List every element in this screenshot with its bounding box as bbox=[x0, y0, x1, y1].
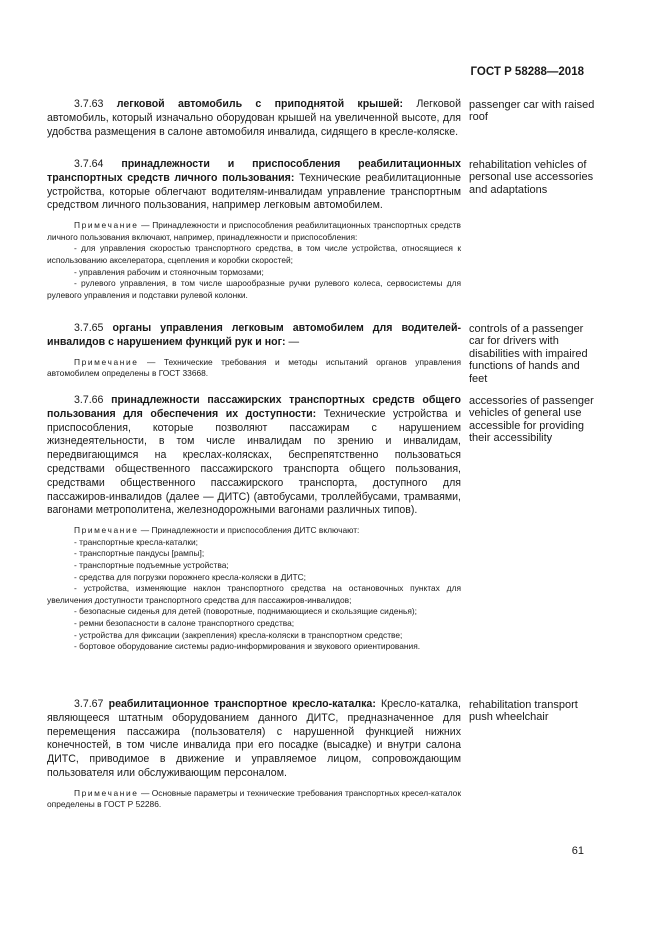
term-en-3-7-67: rehabilitation transport push wheelchair bbox=[469, 699, 578, 724]
term-definition bbox=[47, 98, 461, 139]
note-label: Примечание bbox=[74, 525, 139, 536]
note-item: - устройства, изменяющие наклон транспортного средства на остановочных пунктах для увеличения доступности транспортного средства для пассажиров-инвалидов; bbox=[47, 583, 461, 605]
term-note bbox=[47, 220, 461, 301]
note-item: - средства для погрузки порожнего кресла-коляски в ДИТС; bbox=[74, 571, 306, 582]
note-intro: — Технические требования и методы испытаний органов управления автомобилем определены в ГОСТ 33668. bbox=[47, 356, 461, 379]
term-definition bbox=[47, 322, 461, 350]
term-name: принадлежности и приспособления реабилитационных транспортных средств личного пользования: bbox=[47, 158, 461, 184]
term-entry-3-7-67 bbox=[47, 698, 461, 811]
term-number: 3.7.67 bbox=[74, 698, 104, 710]
note-item: - для управления скоростью транспортного средства, в том числе устройства, относящиеся к использованию акселератора, сцепления и коробки скоростей; bbox=[47, 243, 461, 265]
note-item: - рулевого управления, в том числе шарообразные ручки рулевого колеса, сервосистемы для рулевого управления и подставки рулевой колонки. bbox=[47, 278, 461, 300]
term-number: 3.7.63 bbox=[74, 98, 104, 110]
term-en-3-7-63: passenger car with raised roof bbox=[469, 99, 595, 124]
term-note bbox=[47, 357, 461, 380]
note-item: - транспортные кресла-каталки; bbox=[74, 536, 198, 547]
term-definition bbox=[47, 394, 461, 518]
note-intro: — Принадлежности и приспособления реабилитационных транспортных средств личного пользования включают, например, принадлежности и приспособления: bbox=[47, 220, 461, 242]
term-name: принадлежности пассажирских транспортных средств общего пользования для обеспечения их доступности: bbox=[47, 394, 461, 420]
term-text: Технические реабилитационные устройства, которые облегчают водителям-инвалидам управление транспортным средством личного пользования, например легковым автомобилем. bbox=[47, 171, 462, 212]
term-definition bbox=[47, 158, 461, 213]
term-number: 3.7.65 bbox=[74, 322, 104, 334]
note-item: - транспортные пандусы [рампы]; bbox=[74, 548, 205, 559]
term-en-3-7-66: accessories of passenger vehicles of general use accessible for providing their accessibility bbox=[469, 395, 594, 445]
term-name: реабилитационное транспортное кресло-каталка: bbox=[108, 698, 376, 710]
term-entry-3-7-63 bbox=[47, 98, 461, 139]
note-item: - ремни безопасности в салоне транспортного средства; bbox=[74, 617, 295, 628]
note-intro: — Основные параметры и технические требования транспортных кресел-каталок определены в ГОСТ Р 52286. bbox=[47, 787, 461, 810]
term-text: Технические устройства и приспособления, которые позволяют пассажирам с нарушением жизнедеятельности, в том числе инвалидам по зрению и инвалидам, передвигающимся на креслах-колясках, беспрепятственно пользоваться средствами общественного пассажирского транспорта общего пользования, средствами общественного пассажирского транспорта, доступного для пассажиров-инвалидов (далее — ДИТС) (автобусами, троллейбусами, трамваями, вагонами метрополитена, железнодорожными вагонами различных типов). bbox=[47, 407, 462, 517]
term-entry-3-7-64 bbox=[47, 158, 461, 301]
note-intro: — Принадлежности и приспособления ДИТС включают: bbox=[138, 525, 360, 536]
term-text: Легковой автомобиль, который изначально оборудован крышей на увеличенной высоте, для удобства размещения в салоне автомобиля инвалида, сидящего в кресле-коляске. bbox=[47, 98, 461, 138]
page-number: 61 bbox=[571, 845, 584, 857]
note-label: Примечание bbox=[74, 787, 139, 798]
note-item: - безопасные сиденья для детей (поворотные, поднимающиеся и скользящие сиденья); bbox=[74, 606, 418, 617]
term-definition bbox=[47, 698, 461, 781]
term-entry-3-7-65 bbox=[47, 322, 461, 380]
note-item: - бортовое оборудование системы радио-информирования и звукового ориентирования. bbox=[74, 641, 421, 652]
note-label: Примечание bbox=[74, 220, 139, 231]
standard-header: ГОСТ Р 58288—2018 bbox=[470, 66, 584, 78]
note-item: - устройства для фиксации (закрепления) кресла-коляски в транспортном средстве; bbox=[74, 629, 403, 640]
term-text: — bbox=[285, 335, 300, 348]
term-name: органы управления легковым автомобилем для водителей-инвалидов с нарушением функций рук и ног: bbox=[47, 322, 461, 348]
note-item: - транспортные подъемные устройства; bbox=[74, 559, 229, 570]
note-label: Примечание bbox=[74, 356, 139, 367]
term-number: 3.7.64 bbox=[74, 158, 104, 170]
term-en-3-7-64: rehabilitation vehicles of personal use accessories and adaptations bbox=[469, 159, 594, 196]
term-entry-3-7-66 bbox=[47, 394, 461, 653]
term-note bbox=[47, 788, 461, 811]
term-name: легковой автомобиль с приподнятой крышей: bbox=[116, 98, 403, 110]
term-note bbox=[47, 525, 461, 653]
term-number: 3.7.66 bbox=[74, 394, 104, 406]
term-text: Кресло-каталка, являющееся штатным оборудованием данного ДИТС, предназначенное для перемещения пассажира (пользователя) с нарушенной функцией нижних конечностей, в том числе инвалида при его посадке (высадке) и внутри салона ДИТС, приводимое в движение и управляемое лицом, сопровождающим пользователя или обслуживающим персоналом. bbox=[47, 698, 461, 779]
term-en-3-7-65: controls of a passenger car for drivers with disabilities with impaired functions of hands and feet bbox=[469, 323, 588, 385]
note-item: - управления рабочим и стояночным тормозами; bbox=[74, 266, 264, 277]
